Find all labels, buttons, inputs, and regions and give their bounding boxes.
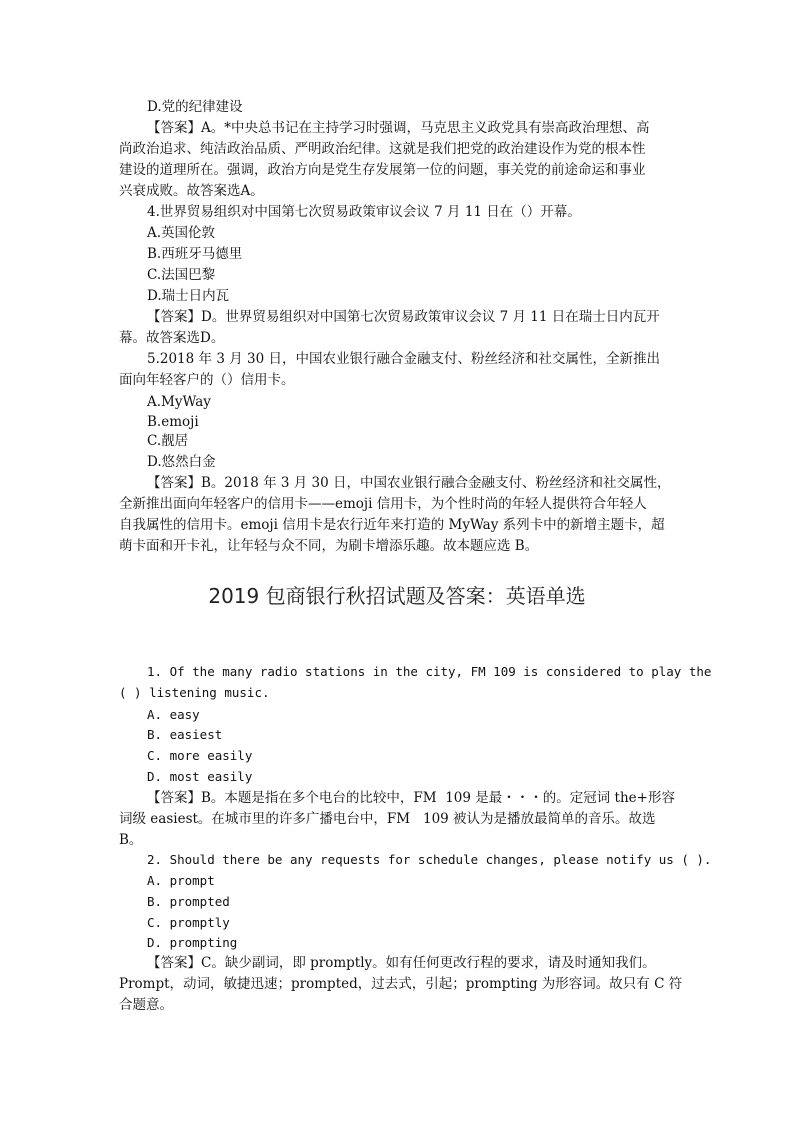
answer-line: 合题意。: [119, 997, 173, 1013]
answer-line: 【答案】A。*中央总书记在主持学习时强调，马克思主义政党具有崇高政治理想、高: [147, 120, 650, 136]
option-b: B. easiest: [147, 727, 223, 742]
answer-line: 自我属性的信用卡。emoji 信用卡是农行近年来打造的 MyWay 系列卡中的新增主题卡，超: [119, 517, 665, 533]
answer-line: Prompt，动词，敏捷迅速；prompted，过去式，引起；prompting 为形容词。故只有 C 符: [119, 976, 683, 992]
question-5-cont: 面向年轻客户的（）信用卡。: [119, 372, 295, 388]
option-c: C.法国巴黎: [147, 267, 216, 283]
section-title: 2019 包商银行秋招试题及答案：英语单选: [208, 584, 586, 608]
option-b: B.西班牙马德里: [147, 246, 243, 262]
question-1-cont: ( ) listening music.: [119, 685, 270, 700]
option-d: D.瑞士日内瓦: [147, 288, 230, 304]
answer-line: 【答案】B。本题是指在多个电台的比较中，FM 109 是最・・・的。定冠词 the+形容: [147, 790, 675, 806]
answer-line: 【答案】C。缺少副词，即 promptly。如有任何更改行程的要求，请及时通知我们。: [147, 955, 656, 971]
option-c: C. promptly: [147, 915, 230, 930]
option-c: C. more easily: [147, 748, 253, 763]
question-1: 1. Of the many radio stations in the city, FM 109 is considered to play the: [147, 664, 712, 679]
answer-line: 【答案】D。世界贸易组织对中国第七次贸易政策审议会议 7 月 11 日在瑞士日内瓦开: [147, 309, 660, 325]
option-b: B. prompted: [147, 894, 230, 909]
answer-line: 词级 easiest。在城市里的许多广播电台中，FM 109 被认为是播放最简单的音乐。故选: [119, 811, 656, 827]
option-a: A.MyWay: [147, 394, 211, 410]
question-2: 2. Should there be any requests for schedule changes, please notify us ( ).: [147, 852, 712, 867]
answer-line: B。: [119, 832, 143, 848]
option-a: A.英国伦敦: [147, 225, 216, 241]
answer-line: 全新推出面向年轻客户的信用卡——emoji 信用卡，为个性时尚的年轻人提供符合年轻人: [119, 496, 647, 512]
option-a: A. prompt: [147, 873, 215, 888]
option-b: B.emoji: [147, 414, 199, 430]
option-c: C.靓居: [147, 433, 189, 449]
option-a: A. easy: [147, 707, 200, 722]
answer-line: 尚政治追求、纯洁政治品质、严明政治纪律。这就是我们把党的政治建设作为党的根本性: [119, 141, 646, 157]
answer-line: 建设的道理所在。强调，政治方向是党生存发展第一位的问题，事关党的前途命运和事业: [119, 162, 646, 178]
answer-line: 萌卡面和开卡礼，让年轻与众不同，为刷卡增添乐趣。故本题应选 B。: [119, 538, 539, 554]
option-d: D.悠然白金: [147, 454, 216, 470]
answer-line: 【答案】B。2018 年 3 月 30 日，中国农业银行融合金融支付、粉丝经济和社交属性，: [147, 475, 671, 491]
question-4: 4.世界贸易组织对中国第七次贸易政策审议会议 7 月 11 日在（）开幕。: [147, 204, 581, 220]
answer-line: 幕。故答案选D。: [119, 330, 225, 346]
option-d: D. most easily: [147, 769, 253, 784]
answer-line: 兴衰成败。故答案选A。: [119, 183, 264, 199]
question-5: 5.2018 年 3 月 30 日，中国农业银行融合金融支付、粉丝经济和社交属性，全新推出: [147, 351, 660, 367]
option-d: D. prompting: [147, 935, 238, 950]
option-d-text: D.党的纪律建设: [147, 99, 243, 115]
